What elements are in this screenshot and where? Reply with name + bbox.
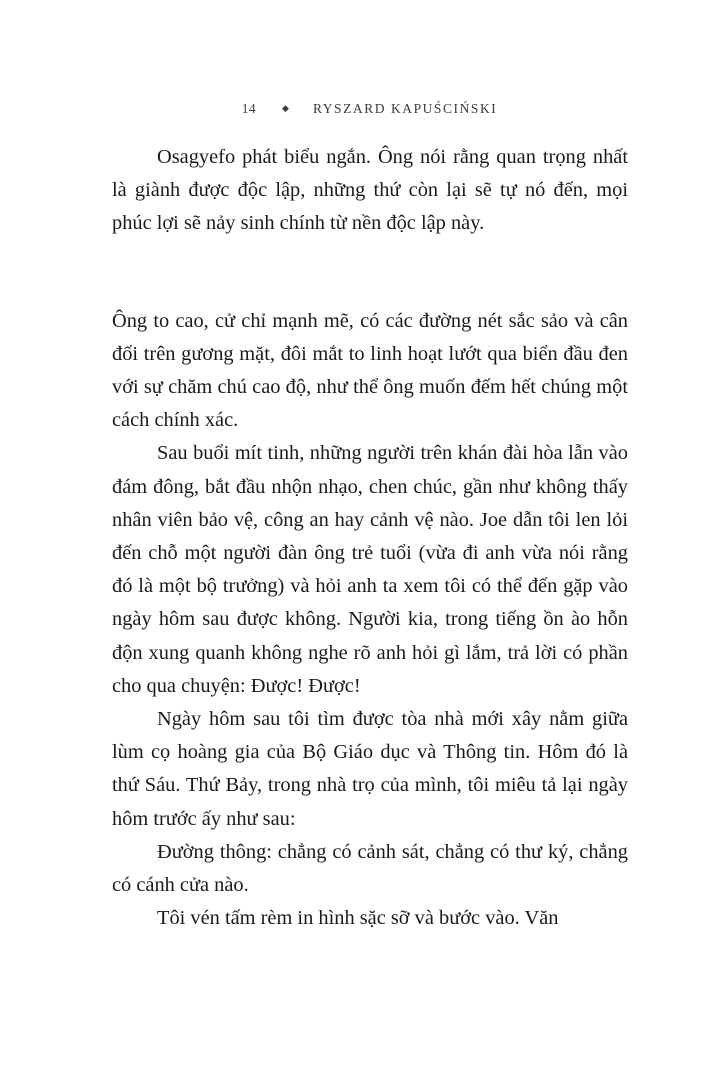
body-text-block xyxy=(112,141,628,935)
diamond-separator-icon: ◆ xyxy=(282,102,289,113)
page-number: 14 xyxy=(241,101,257,116)
paragraph-2: Ông to cao, cử chỉ mạnh mẽ, có các đường nét sắc sảo và cân đối trên gương mặt, đôi mắt to linh hoạt lướt qua biển đầu đen với sự chăm chú cao độ, như thể ông muốn đếm hết chúng một cách chính xác. xyxy=(112,309,628,432)
paragraph-5: Đường thông: chẳng có cảnh sát, chẳng có thư ký, chẳng có cánh cửa nào. xyxy=(112,840,628,897)
paragraph-4: Ngày hôm sau tôi tìm được tòa nhà mới xây nằm giữa lùm cọ hoàng gia của Bộ Giáo dục và Thông tin. Hôm đó là thứ Sáu. Thứ Bảy, trong nhà trọ của mình, tôi miêu tả lại ngày hôm trước ấy như sau: xyxy=(112,708,628,830)
running-head xyxy=(112,98,627,120)
paragraph-1: Osagyefo phát biểu ngắn. Ông nói rằng quan trọng nhất là giành được độc lập, những thứ còn lại sẽ tự nó đến, mọi phúc lợi sẽ nảy sinh chính từ nền độc lập này. xyxy=(112,146,628,235)
author-name: RYSZARD KAPUŚCIŃSKI xyxy=(312,101,498,116)
paragraph-6: Tôi vén tấm rèm in hình sặc sỡ và bước vào. Văn xyxy=(157,907,559,930)
paragraph-3: Sau buổi mít tinh, những người trên khán đài hòa lẫn vào đám đông, bắt đầu nhộn nhạo, chen chúc, gần như không thấy nhân viên bảo vệ, công an hay cảnh vệ nào. Joe dẫn tôi len lỏi đến chỗ một người đàn ông trẻ tuổi (vừa đi anh vừa nói rằng đó là một bộ trưởng) và hỏi anh ta xem tôi có thể đến gặp vào ngày hôm sau được không. Người kia, trong tiếng ồn ào hỗn độn xung quanh không nghe rõ anh hỏi gì lắm, trả lời có phần cho qua chuyện: Được! Được! xyxy=(112,442,628,697)
section-break xyxy=(112,241,628,305)
